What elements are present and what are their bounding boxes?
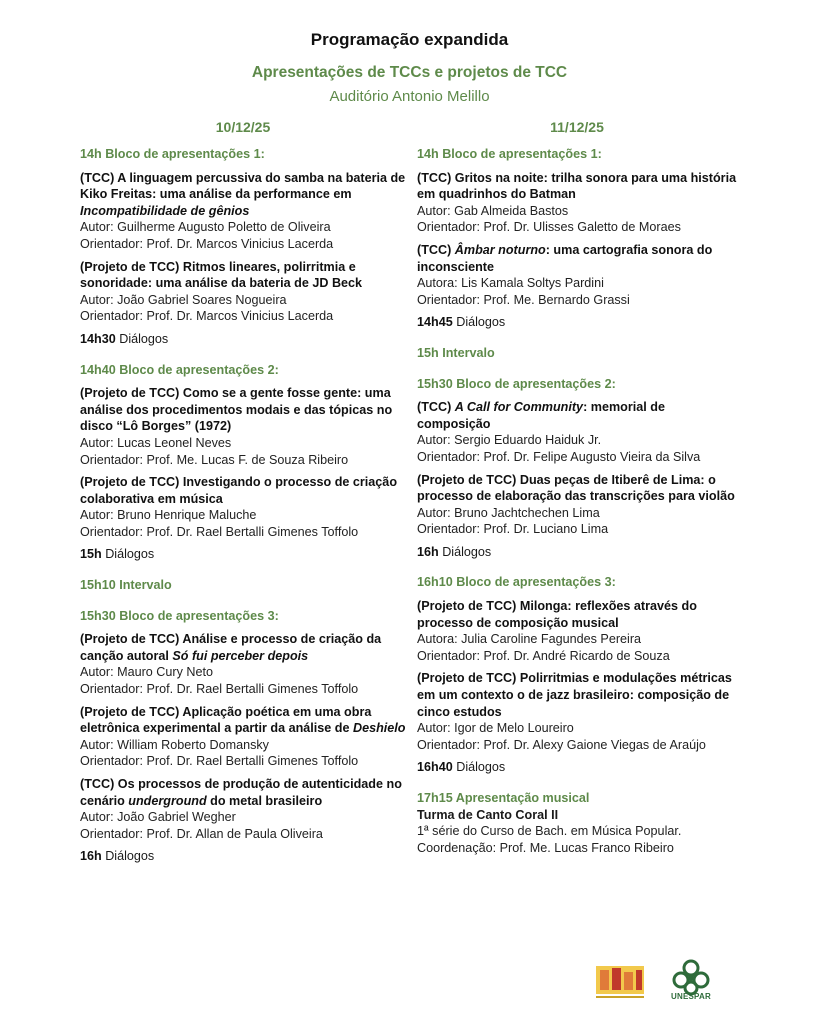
presentation-item bbox=[80, 170, 406, 253]
dialog-slot: 14h30 Diálogos bbox=[80, 331, 169, 346]
fap-logo-icon bbox=[594, 960, 646, 1000]
venue-label: Auditório Antonio Melillo bbox=[329, 88, 490, 105]
presentation-advisor: Orientador: Prof. Dr. Marcos Vinicius Lacerda bbox=[80, 236, 334, 251]
presentation-advisor: Orientador: Prof. Dr. Rael Bertalli Gimenes Toffolo bbox=[80, 682, 359, 697]
presentation-advisor: Orientador: Prof. Dr. Felipe Augusto Vieira da Silva bbox=[417, 449, 701, 464]
presentation-advisor: Orientador: Prof. Dr. Alexy Gaione Viegas de Araújo bbox=[417, 737, 706, 752]
presentation-title: (Projeto de TCC) Análise e processo de criação da canção autoral Só fui perceber depois bbox=[80, 632, 382, 663]
session-block bbox=[417, 376, 737, 561]
presentation-author: Autor: William Roberto Domansky bbox=[80, 737, 269, 752]
dialog-slot: 16h Diálogos bbox=[417, 544, 492, 559]
session-block bbox=[80, 146, 406, 348]
unespar-label: UNESPAR bbox=[671, 992, 711, 1001]
presentation-item bbox=[417, 399, 737, 465]
block-heading: 15h30 Bloco de apresentações 3: bbox=[80, 608, 279, 623]
presentation-advisor: Orientador: Prof. Dr. Luciano Lima bbox=[417, 522, 609, 537]
presentation-item bbox=[80, 259, 406, 325]
presentation-author: Autor: João Gabriel Soares Nogueira bbox=[80, 292, 287, 307]
presentation-title: (Projeto de TCC) Milonga: reflexões através do processo de composição musical bbox=[417, 599, 697, 630]
presentation-item bbox=[80, 776, 406, 842]
block-heading: 17h15 Apresentação musical bbox=[417, 791, 590, 805]
presentation-item bbox=[417, 472, 737, 538]
logos bbox=[594, 950, 724, 1006]
presentation-author: Autor: Sergio Eduardo Haiduk Jr. bbox=[417, 433, 602, 448]
music-title: Turma de Canto Coral II bbox=[417, 807, 559, 822]
music-line: 1ª série do Curso de Bach. em Música Popular. bbox=[417, 824, 682, 839]
presentation-title: (Projeto de TCC) Investigando o processo de criação colaborativa em música bbox=[80, 475, 398, 506]
date-heading: 11/12/25 bbox=[550, 119, 604, 135]
dialog-slot: 16h Diálogos bbox=[80, 849, 155, 864]
presentation-title: (Projeto de TCC) Aplicação poética em uma obra eletrônica experimental a partir da análise de Deshielo bbox=[80, 704, 406, 736]
presentation-author: Autora: Lis Kamala Soltys Pardini bbox=[417, 276, 604, 291]
presentation-advisor: Orientador: Prof. Dr. Rael Bertalli Gimenes Toffolo bbox=[80, 524, 359, 539]
presentation-title: (Projeto de TCC) Ritmos lineares, polirritmia e sonoridade: uma análise da bateria de JD Beck bbox=[80, 259, 363, 291]
block-heading: 14h Bloco de apresentações 1: bbox=[80, 147, 265, 161]
presentation-author: Autor: Guilherme Augusto Poletto de Oliveira bbox=[80, 220, 331, 235]
session-block bbox=[80, 608, 406, 865]
presentation-title: (TCC) A Call for Community: memorial de composição bbox=[417, 400, 665, 431]
presentation-author: Autor: Bruno Henrique Maluche bbox=[80, 508, 257, 523]
presentation-title: (TCC) Âmbar noturno: uma cartografia sonora do inconsciente bbox=[417, 242, 713, 274]
presentation-title: (TCC) A linguagem percussiva do samba na bateria de Kiko Freitas: uma análise da performance em Incompatibilidade de gênios bbox=[80, 170, 406, 218]
day-column-left bbox=[80, 118, 406, 879]
interval-label: 15h10 Intervalo bbox=[80, 578, 172, 593]
presentation-title: (Projeto de TCC) Como se a gente fosse gente: uma análise dos procedimentos modais e das tópicas no disco “Lô Borges” (1972) bbox=[80, 386, 393, 434]
block-heading: 15h30 Bloco de apresentações 2: bbox=[417, 376, 616, 391]
presentation-title: (Projeto de TCC) Duas peças de Itiberê de Lima: o processo de elaboração das transcrições para violão bbox=[417, 472, 735, 504]
dialog-slot: 15h Diálogos bbox=[80, 547, 155, 562]
block-heading: 14h40 Bloco de apresentações 2: bbox=[80, 362, 279, 377]
presentation-author: Autor: Gab Almeida Bastos bbox=[417, 203, 569, 218]
dialog-slot: 16h40 Diálogos bbox=[417, 760, 506, 775]
session-block bbox=[80, 362, 406, 564]
music-line: Coordenação: Prof. Me. Lucas Franco Ribeiro bbox=[417, 840, 674, 855]
session-block bbox=[417, 146, 737, 331]
presentation-title: (Projeto de TCC) Polirritmias e modulações métricas em um contexto o de jazz brasileiro: composição de cinco estudos bbox=[417, 671, 732, 719]
page-title: Programação expandida bbox=[310, 30, 509, 49]
presentation-advisor: Orientador: Prof. Dr. Rael Bertalli Gimenes Toffolo bbox=[80, 754, 359, 769]
presentation-advisor: Orientador: Prof. Dr. André Ricardo de Souza bbox=[417, 648, 670, 663]
presentation-item bbox=[417, 170, 737, 236]
dialog-slot: 14h45 Diálogos bbox=[417, 315, 506, 330]
date-heading: 10/12/25 bbox=[215, 119, 271, 135]
music-block bbox=[417, 790, 737, 856]
interval-label: 15h Intervalo bbox=[417, 345, 495, 360]
day-column-right bbox=[417, 118, 737, 870]
presentation-author: Autor: Bruno Jachtchechen Lima bbox=[417, 505, 600, 520]
block-heading: 16h10 Bloco de apresentações 3: bbox=[417, 575, 616, 590]
presentation-item bbox=[80, 704, 406, 770]
presentation-author: Autor: Mauro Cury Neto bbox=[80, 665, 213, 680]
presentation-advisor: Orientador: Prof. Me. Bernardo Grassi bbox=[417, 292, 630, 307]
session-block bbox=[417, 574, 737, 776]
presentation-advisor: Orientador: Prof. Me. Lucas F. de Souza Ribeiro bbox=[80, 452, 349, 467]
presentation-title: (TCC) Gritos na noite: trilha sonora para uma história em quadrinhos do Batman bbox=[417, 170, 737, 202]
presentation-author: Autora: Julia Caroline Fagundes Pereira bbox=[417, 632, 642, 647]
presentation-advisor: Orientador: Prof. Dr. Ulisses Galetto de Moraes bbox=[417, 220, 681, 235]
presentation-author: Autor: Igor de Melo Loureiro bbox=[417, 721, 574, 736]
presentation-item bbox=[80, 631, 406, 697]
presentation-title: (TCC) Os processos de produção de autenticidade no cenário underground do metal brasileiro bbox=[80, 777, 402, 808]
presentation-item bbox=[417, 598, 737, 664]
presentation-advisor: Orientador: Prof. Dr. Marcos Vinicius Lacerda bbox=[80, 309, 334, 324]
presentation-author: Autor: Lucas Leonel Neves bbox=[80, 435, 232, 450]
page-subtitle: Apresentações de TCCs e projetos de TCC bbox=[251, 64, 568, 81]
presentation-item bbox=[80, 385, 406, 468]
presentation-item bbox=[417, 242, 737, 308]
presentation-item bbox=[80, 474, 406, 540]
presentation-author: Autor: João Gabriel Wegher bbox=[80, 810, 236, 825]
presentation-advisor: Orientador: Prof. Dr. Allan de Paula Oliveira bbox=[80, 826, 323, 841]
presentation-item bbox=[417, 670, 737, 753]
block-heading: 14h Bloco de apresentações 1: bbox=[417, 147, 602, 161]
